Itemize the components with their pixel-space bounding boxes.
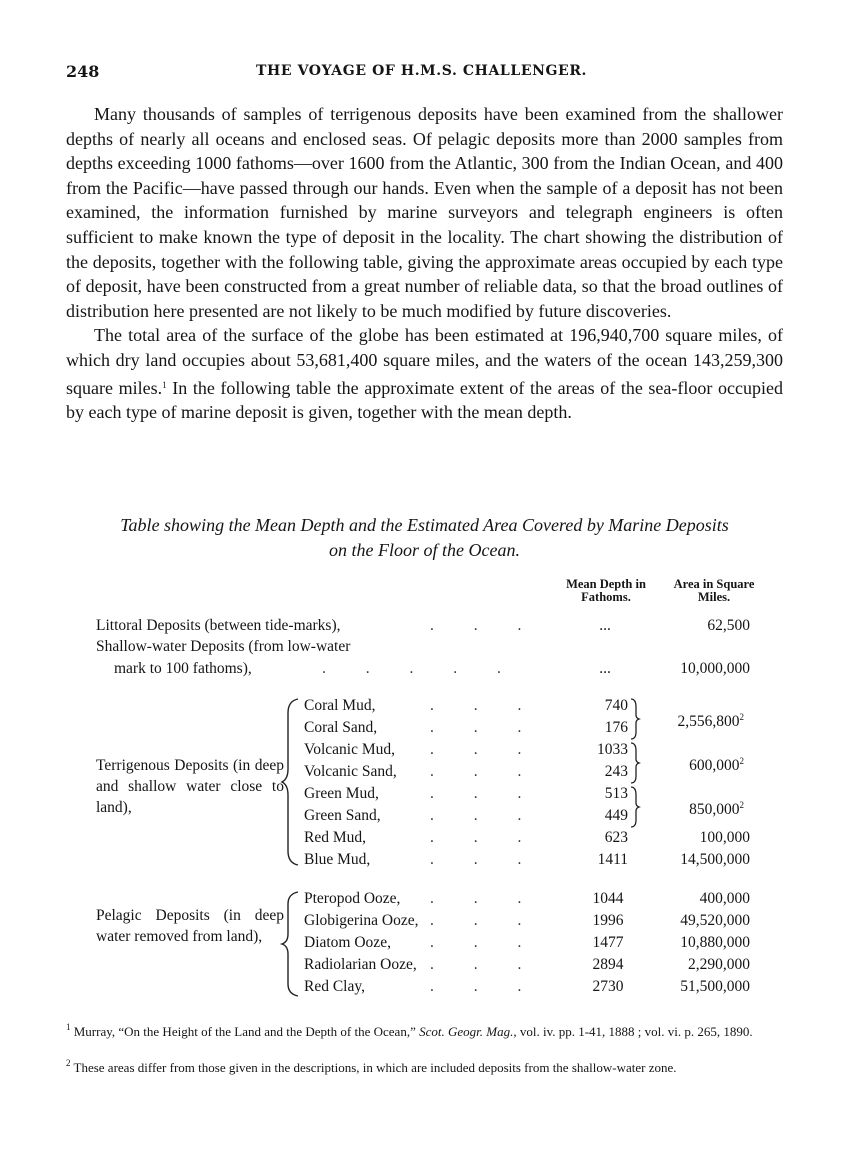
leader-dots: . . . (430, 719, 540, 736)
leader-dots: . . . (430, 741, 540, 758)
leader-dots: . . . (430, 934, 540, 951)
footnote-ref: 2 (739, 800, 744, 810)
depth-globigerina: 1996 (592, 912, 624, 929)
depth-diatom: 1477 (592, 934, 624, 951)
footnote-mark: 2 (66, 1058, 71, 1068)
column-header-depth: Mean Depth in Fathoms. (566, 577, 646, 604)
footnote-ref: 2 (739, 712, 744, 722)
depth-shallow: ... (599, 660, 611, 677)
area-value: 600,000 (689, 757, 740, 774)
leader-dots: . . . (430, 697, 540, 714)
deposit-name: Coral Mud, (304, 697, 376, 714)
table-title-line: on the Floor of the Ocean. (329, 540, 520, 560)
leader-dots: . . . (430, 807, 540, 824)
deposit-name: Coral Sand, (304, 719, 378, 736)
row-label-littoral: Littoral Deposits (between tide-marks), (96, 617, 341, 634)
depth-coral-sand: 176 (604, 719, 628, 736)
deposit-name: Green Sand, (304, 807, 381, 824)
depth-pteropod: 1044 (592, 890, 624, 907)
depth-green-mud: 513 (604, 785, 628, 802)
footnote-ref: 2 (739, 756, 744, 766)
column-header-area: Area in Square Miles. (673, 577, 755, 604)
paragraph (66, 323, 783, 424)
leader-dots: . . . (430, 851, 540, 868)
area-radiolarian: 2,290,000 (688, 956, 750, 973)
running-title: THE VOYAGE OF H.M.S. CHALLENGER. (256, 63, 588, 79)
brace-pelagic (280, 890, 302, 998)
pair-braces (629, 698, 641, 850)
paragraph-text: The total area of the surface of the globe has been estimated at 196,940,700 square miles, of which dry land occupies about 53,681,400 square miles, and the waters of the ocean 143,259,300 square miles. (66, 325, 783, 398)
depth-volcanic-sand: 243 (604, 763, 628, 780)
deposit-name: Blue Mud, (304, 851, 371, 868)
area-volcanic (650, 752, 744, 775)
area-littoral: 62,500 (707, 617, 750, 634)
depth-green-sand: 449 (604, 807, 628, 824)
deposit-name: Red Clay, (304, 978, 365, 995)
area-red-clay: 51,500,000 (680, 978, 750, 995)
area-globigerina: 49,520,000 (680, 912, 750, 929)
footnote-journal: Scot. Geogr. Mag. (419, 1024, 514, 1039)
group-label-pelagic: Pelagic Deposits (in deep water removed from land), (96, 907, 284, 945)
leader-dots: . . . (430, 617, 540, 634)
area-coral (650, 708, 744, 731)
deposit-name: Diatom Ooze, (304, 934, 391, 951)
brace-terrigenous (280, 697, 302, 867)
footnote-ref: 1 (162, 379, 167, 390)
footnote-mark: 1 (66, 1022, 71, 1032)
table-title (66, 513, 783, 563)
depth-coral-mud: 740 (604, 697, 628, 714)
deposit-name: Pteropod Ooze, (304, 890, 401, 907)
paragraph-text: In the following table the approximate extent of the areas of the sea-floor occupied by each type of marine deposit is given, together with the mean depth. (66, 377, 783, 423)
area-diatom: 10,880,000 (680, 934, 750, 951)
deposit-name: Globigerina Ooze, (304, 912, 419, 929)
area-green (650, 796, 744, 819)
group-label-terrigenous: Terrigenous Deposits (in deep and shallow water close to land), (96, 757, 284, 816)
leader-dots: . . . . . (322, 660, 519, 677)
body-text (66, 102, 783, 425)
page-number: 248 (66, 62, 100, 81)
depth-red-clay: 2730 (592, 978, 624, 995)
deposit-name: Red Mud, (304, 829, 366, 846)
leader-dots: . . . (430, 912, 540, 929)
area-value: 2,556,800 (677, 713, 740, 730)
row-label-shallow-cont: mark to 100 fathoms), (114, 660, 252, 677)
depth-littoral: ... (599, 617, 611, 634)
depth-blue-mud: 1411 (597, 851, 628, 868)
paragraph: Many thousands of samples of terrigenous deposits have been examined from the shallower depths of nearly all oceans and enclosed seas. Of pelagic deposits more than 2000 samples from depths exceeding 1000 fathoms—over 1600 from the Atlantic, 300 from the Indian Ocean, and 400 from the Pacific—have passed through our hands. Even when the sample of a deposit has not been examined, the information furnished by marine surveyors and telegraph engineers is often sufficient to make known the type of deposit in the locality. The chart showing the distribution of the deposits, together with the following table, giving the approximate areas occupied by each type of deposit, have been constructed from a great number of reliable data, so that the broad outlines of distribution here presented are not likely to be much modified by future discoveries. (66, 104, 783, 321)
leader-dots: . . . (430, 763, 540, 780)
deposit-name: Volcanic Mud, (304, 741, 395, 758)
footnote-text: These areas differ from those given in the descriptions, in which are included deposits from the shallow-water zone. (73, 1060, 677, 1075)
leader-dots: . . . (430, 890, 540, 907)
area-blue-mud: 14,500,000 (680, 851, 750, 868)
leader-dots: . . . (430, 978, 540, 995)
footnote-1 (66, 1018, 783, 1041)
deposit-name: Green Mud, (304, 785, 379, 802)
deposit-name: Volcanic Sand, (304, 763, 397, 780)
area-value: 850,000 (689, 801, 740, 818)
leader-dots: . . . (430, 829, 540, 846)
leader-dots: . . . (430, 785, 540, 802)
footnote-text: , vol. iv. pp. 1-41, 1888 ; vol. vi. p. 265, 1890. (513, 1024, 753, 1039)
depth-radiolarian: 2894 (592, 956, 624, 973)
depth-volcanic-mud: 1033 (597, 741, 628, 758)
depth-red-mud: 623 (604, 829, 628, 846)
page-header (66, 58, 786, 82)
row-label-shallow: Shallow-water Deposits (from low-water (96, 638, 351, 655)
area-red-mud: 100,000 (699, 829, 750, 846)
area-pteropod: 400,000 (699, 890, 750, 907)
footnote-text: Murray, “On the Height of the Land and the Depth of the Ocean,” (73, 1024, 420, 1039)
table-title-line: Table showing the Mean Depth and the Estimated Area Covered by Marine Deposits (120, 515, 729, 535)
area-shallow: 10,000,000 (680, 660, 750, 677)
footnote-2 (66, 1054, 783, 1077)
deposit-name: Radiolarian Ooze, (304, 956, 417, 973)
leader-dots: . . . (430, 956, 540, 973)
